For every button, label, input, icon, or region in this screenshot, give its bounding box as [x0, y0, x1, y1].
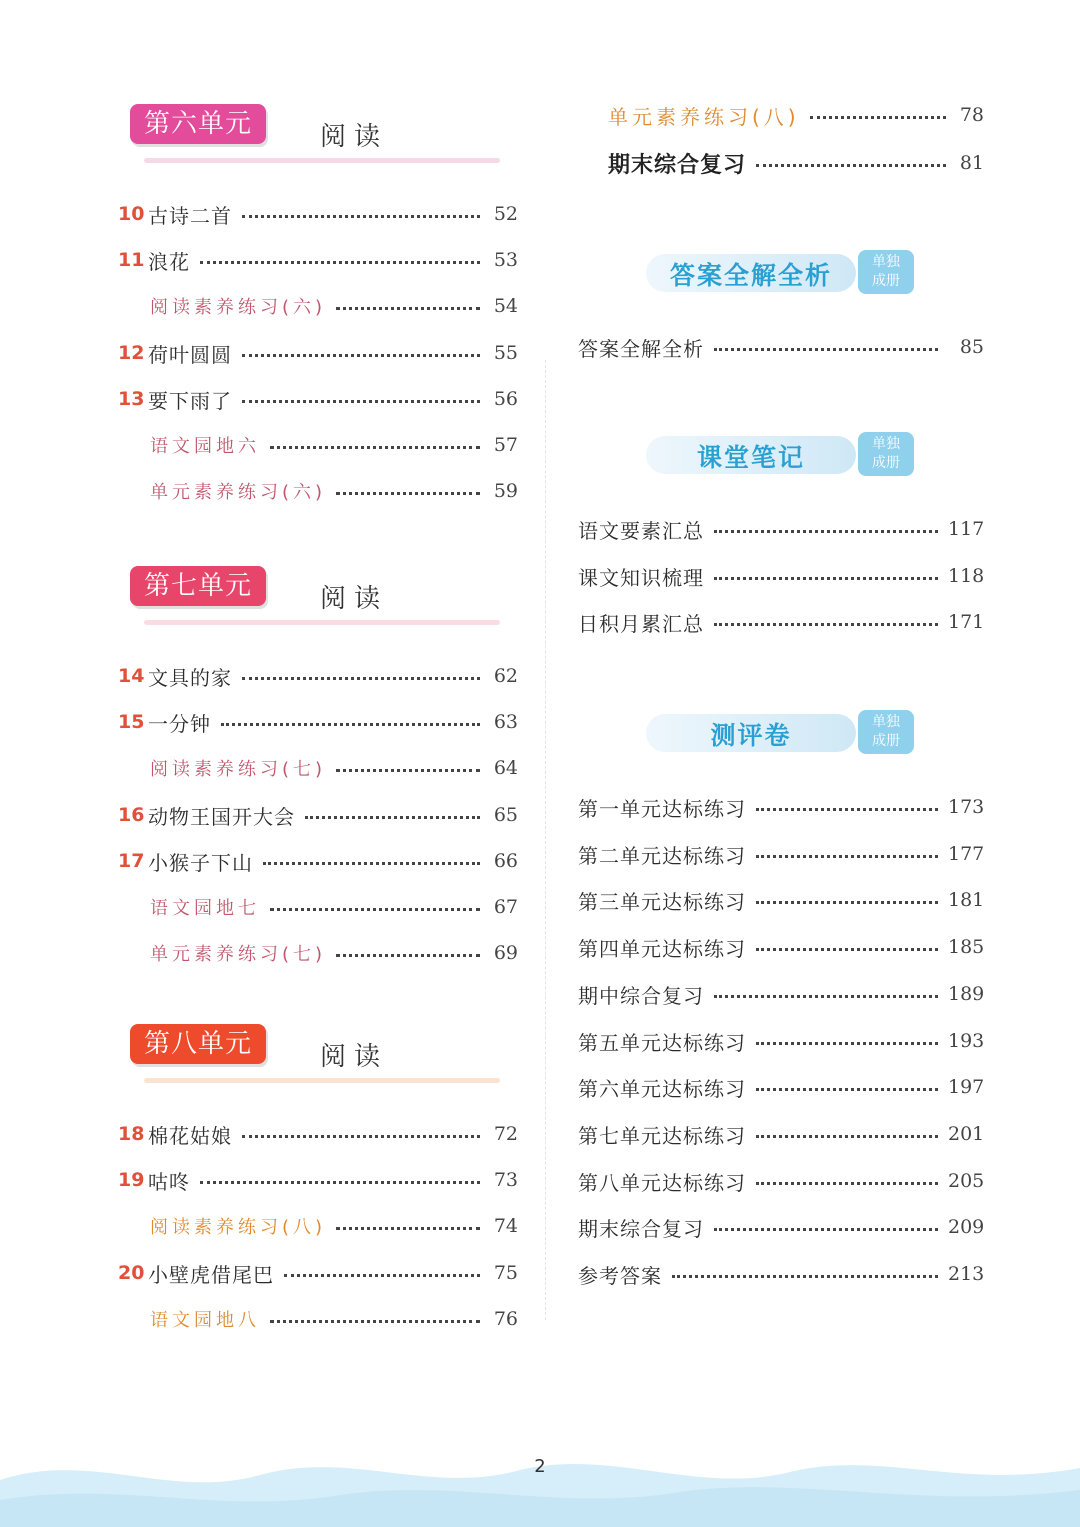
unit-header	[130, 104, 500, 164]
toc-title: 棉花姑娘	[148, 1123, 232, 1148]
toc-row[interactable]	[118, 384, 518, 414]
page-ref: 189	[948, 983, 985, 1005]
toc-title: 第六单元达标练习	[578, 1076, 746, 1101]
toc-row[interactable]	[608, 100, 984, 130]
section-header	[646, 432, 916, 478]
toc-title: 期末综合复习	[608, 152, 747, 178]
toc-row[interactable]	[118, 938, 518, 968]
dot-leader	[242, 215, 480, 218]
dot-leader	[756, 901, 938, 904]
toc-title: 语文要素汇总	[578, 518, 704, 543]
page-ref: 75	[493, 1262, 518, 1284]
page-ref: 185	[948, 936, 985, 958]
separate-volume-tag	[858, 250, 914, 294]
toc-title: 第四单元达标练习	[578, 936, 746, 961]
toc-title: 小猴子下山	[148, 850, 253, 875]
tag-line: 成册	[872, 273, 900, 289]
toc-title: 阅读素养练习(七)	[150, 759, 327, 780]
toc-row[interactable]	[578, 1259, 984, 1289]
toc-title: 小壁虎借尾巴	[148, 1262, 274, 1287]
lesson-number: 20	[118, 1262, 145, 1284]
toc-title: 阅读素养练习(八)	[150, 1217, 327, 1238]
page-ref: 205	[948, 1170, 985, 1192]
dot-leader	[242, 677, 480, 680]
page-ref: 64	[493, 757, 518, 779]
page-ref: 55	[493, 342, 518, 364]
dot-leader	[756, 1042, 938, 1045]
page-ref: 72	[493, 1123, 518, 1145]
page-ref: 76	[493, 1308, 518, 1330]
unit-underline	[144, 620, 500, 625]
toc-row[interactable]	[608, 148, 984, 178]
dot-leader	[336, 307, 480, 310]
toc-row[interactable]	[118, 753, 518, 783]
toc-title: 单元素养练习(八)	[608, 104, 800, 129]
section-header	[646, 710, 916, 756]
unit-subtitle: 阅读	[320, 122, 389, 152]
page-ref: 74	[493, 1215, 518, 1237]
toc-row[interactable]	[578, 607, 984, 637]
unit-badge: 第六单元	[130, 104, 266, 144]
lesson-number: 10	[118, 203, 145, 225]
dot-leader	[714, 623, 938, 626]
page-ref: 63	[493, 711, 518, 733]
toc-title: 参考答案	[578, 1263, 662, 1288]
toc-title: 期末综合复习	[578, 1216, 704, 1241]
dot-leader	[242, 354, 480, 357]
column-divider	[545, 360, 546, 1320]
unit-subtitle: 阅读	[320, 584, 389, 614]
dot-leader	[200, 261, 480, 264]
toc-row[interactable]	[578, 561, 984, 591]
dot-leader	[714, 530, 938, 533]
dot-leader	[221, 723, 480, 726]
page-ref: 118	[948, 565, 985, 587]
toc-row[interactable]	[118, 707, 518, 737]
dot-leader	[756, 1182, 938, 1185]
section-title: 答案全解全析	[669, 261, 832, 290]
lesson-number: 12	[118, 342, 145, 364]
toc-title: 单元素养练习(六)	[150, 482, 327, 503]
dot-leader	[270, 908, 480, 911]
lesson-number: 15	[118, 711, 145, 733]
page-ref: 73	[493, 1169, 518, 1191]
unit-badge: 第八单元	[130, 1024, 266, 1064]
toc-row[interactable]	[578, 1026, 984, 1056]
toc-title: 阅读素养练习(六)	[150, 297, 327, 318]
unit-header	[130, 566, 500, 626]
toc-row[interactable]	[118, 199, 518, 229]
toc-title: 一分钟	[148, 711, 211, 736]
page-ref: 193	[948, 1030, 985, 1052]
page-ref: 85	[959, 336, 984, 358]
dot-leader	[714, 577, 938, 580]
toc-row[interactable]	[578, 1072, 984, 1102]
dot-leader	[714, 348, 938, 351]
page-ref: 54	[493, 295, 518, 317]
dot-leader	[336, 954, 480, 957]
toc-title: 语文园地七	[150, 898, 260, 919]
toc-title: 第三单元达标练习	[578, 889, 746, 914]
page-ref: 173	[948, 796, 985, 818]
lesson-number: 17	[118, 850, 145, 872]
page-ref: 177	[948, 843, 985, 865]
section-header	[646, 250, 916, 296]
separate-volume-tag	[858, 432, 914, 476]
toc-row[interactable]	[578, 1166, 984, 1196]
tag-line: 成册	[872, 455, 900, 471]
lesson-number: 18	[118, 1123, 145, 1145]
separate-volume-tag	[858, 710, 914, 754]
bottom-wave-decoration	[0, 1440, 1080, 1527]
page-ref: 213	[948, 1263, 985, 1285]
page-ref: 66	[493, 850, 518, 872]
toc-title: 单元素养练习(七)	[150, 944, 327, 965]
toc-title: 期中综合复习	[578, 983, 704, 1008]
toc-title: 语文园地六	[150, 436, 260, 457]
page-ref: 56	[493, 388, 518, 410]
page-ref: 69	[493, 942, 518, 964]
dot-leader	[242, 400, 480, 403]
toc-row[interactable]	[118, 1304, 518, 1334]
page-ref: 53	[493, 249, 518, 271]
page-ref: 81	[959, 152, 984, 174]
toc-row[interactable]	[118, 892, 518, 922]
page-number: 2	[534, 1456, 546, 1477]
toc-row[interactable]	[578, 979, 984, 1009]
toc-row[interactable]	[578, 1119, 984, 1149]
dot-leader	[756, 164, 946, 167]
page-ref: 78	[959, 104, 984, 126]
toc-row[interactable]	[118, 291, 518, 321]
toc-title: 古诗二首	[148, 203, 232, 228]
unit-underline	[144, 1078, 500, 1083]
page-ref: 181	[948, 889, 985, 911]
toc-title: 荷叶圆圆	[148, 342, 232, 367]
unit-badge: 第七单元	[130, 566, 266, 606]
toc-title: 浪花	[148, 249, 190, 274]
dot-leader	[756, 855, 938, 858]
toc-row[interactable]	[578, 932, 984, 962]
dot-leader	[242, 1135, 480, 1138]
tag-line: 单独	[872, 714, 900, 730]
section-title: 课堂笔记	[696, 443, 805, 472]
toc-row[interactable]	[578, 332, 984, 362]
toc-title: 文具的家	[148, 665, 232, 690]
dot-leader	[756, 808, 938, 811]
page-ref: 209	[948, 1216, 985, 1238]
toc-title: 动物王国开大会	[148, 804, 295, 829]
lesson-number: 16	[118, 804, 145, 826]
toc-row[interactable]	[118, 1258, 518, 1288]
dot-leader	[336, 769, 480, 772]
dot-leader	[200, 1181, 480, 1184]
lesson-number: 14	[118, 665, 145, 687]
toc-row[interactable]	[578, 885, 984, 915]
toc-title: 答案全解全析	[578, 336, 704, 361]
tag-line: 成册	[872, 733, 900, 749]
page-ref: 67	[493, 896, 518, 918]
toc-row[interactable]	[578, 1212, 984, 1242]
dot-leader	[756, 948, 938, 951]
unit-header	[130, 1024, 500, 1084]
lesson-number: 13	[118, 388, 145, 410]
toc-row[interactable]	[118, 338, 518, 368]
toc-row[interactable]	[118, 800, 518, 830]
toc-title: 第二单元达标练习	[578, 843, 746, 868]
lesson-number: 11	[118, 249, 145, 271]
section-title: 测评卷	[710, 721, 792, 750]
toc-title: 第七单元达标练习	[578, 1123, 746, 1148]
dot-leader	[714, 1228, 938, 1231]
toc-row[interactable]	[118, 476, 518, 506]
toc-row[interactable]	[118, 1119, 518, 1149]
dot-leader	[336, 1227, 480, 1230]
toc-title: 咕咚	[148, 1169, 190, 1194]
page-ref: 171	[948, 611, 985, 633]
dot-leader	[756, 1135, 938, 1138]
page-ref: 201	[948, 1123, 985, 1145]
toc-row[interactable]	[118, 245, 518, 275]
toc-row[interactable]	[118, 846, 518, 876]
dot-leader	[270, 446, 480, 449]
dot-leader	[270, 1320, 480, 1323]
toc-title: 日积月累汇总	[578, 611, 704, 636]
toc-title: 要下雨了	[148, 388, 232, 413]
toc-title: 第一单元达标练习	[578, 796, 746, 821]
dot-leader	[336, 492, 480, 495]
dot-leader	[672, 1275, 938, 1278]
toc-title: 第八单元达标练习	[578, 1170, 746, 1195]
dot-leader	[263, 862, 480, 865]
dot-leader	[284, 1274, 480, 1277]
toc-row[interactable]	[118, 1165, 518, 1195]
page-ref: 65	[493, 804, 518, 826]
dot-leader	[305, 816, 480, 819]
toc-title: 课文知识梳理	[578, 565, 704, 590]
page-ref: 62	[493, 665, 518, 687]
page-ref: 117	[948, 518, 985, 540]
toc-row[interactable]	[578, 514, 984, 544]
toc-row[interactable]	[118, 1211, 518, 1241]
toc-row[interactable]	[578, 792, 984, 822]
unit-underline	[144, 158, 500, 163]
tag-line: 单独	[872, 254, 900, 270]
toc-row[interactable]	[578, 839, 984, 869]
toc-title: 第五单元达标练习	[578, 1030, 746, 1055]
dot-leader	[810, 116, 946, 119]
toc-row[interactable]	[118, 661, 518, 691]
tag-line: 单独	[872, 436, 900, 452]
page-ref: 57	[493, 434, 518, 456]
dot-leader	[756, 1088, 938, 1091]
toc-title: 语文园地八	[150, 1310, 260, 1331]
dot-leader	[714, 995, 938, 998]
page-ref: 52	[493, 203, 518, 225]
lesson-number: 19	[118, 1169, 145, 1191]
page-ref: 59	[493, 480, 518, 502]
page-ref: 197	[948, 1076, 985, 1098]
toc-row[interactable]	[118, 430, 518, 460]
unit-subtitle: 阅读	[320, 1042, 389, 1072]
